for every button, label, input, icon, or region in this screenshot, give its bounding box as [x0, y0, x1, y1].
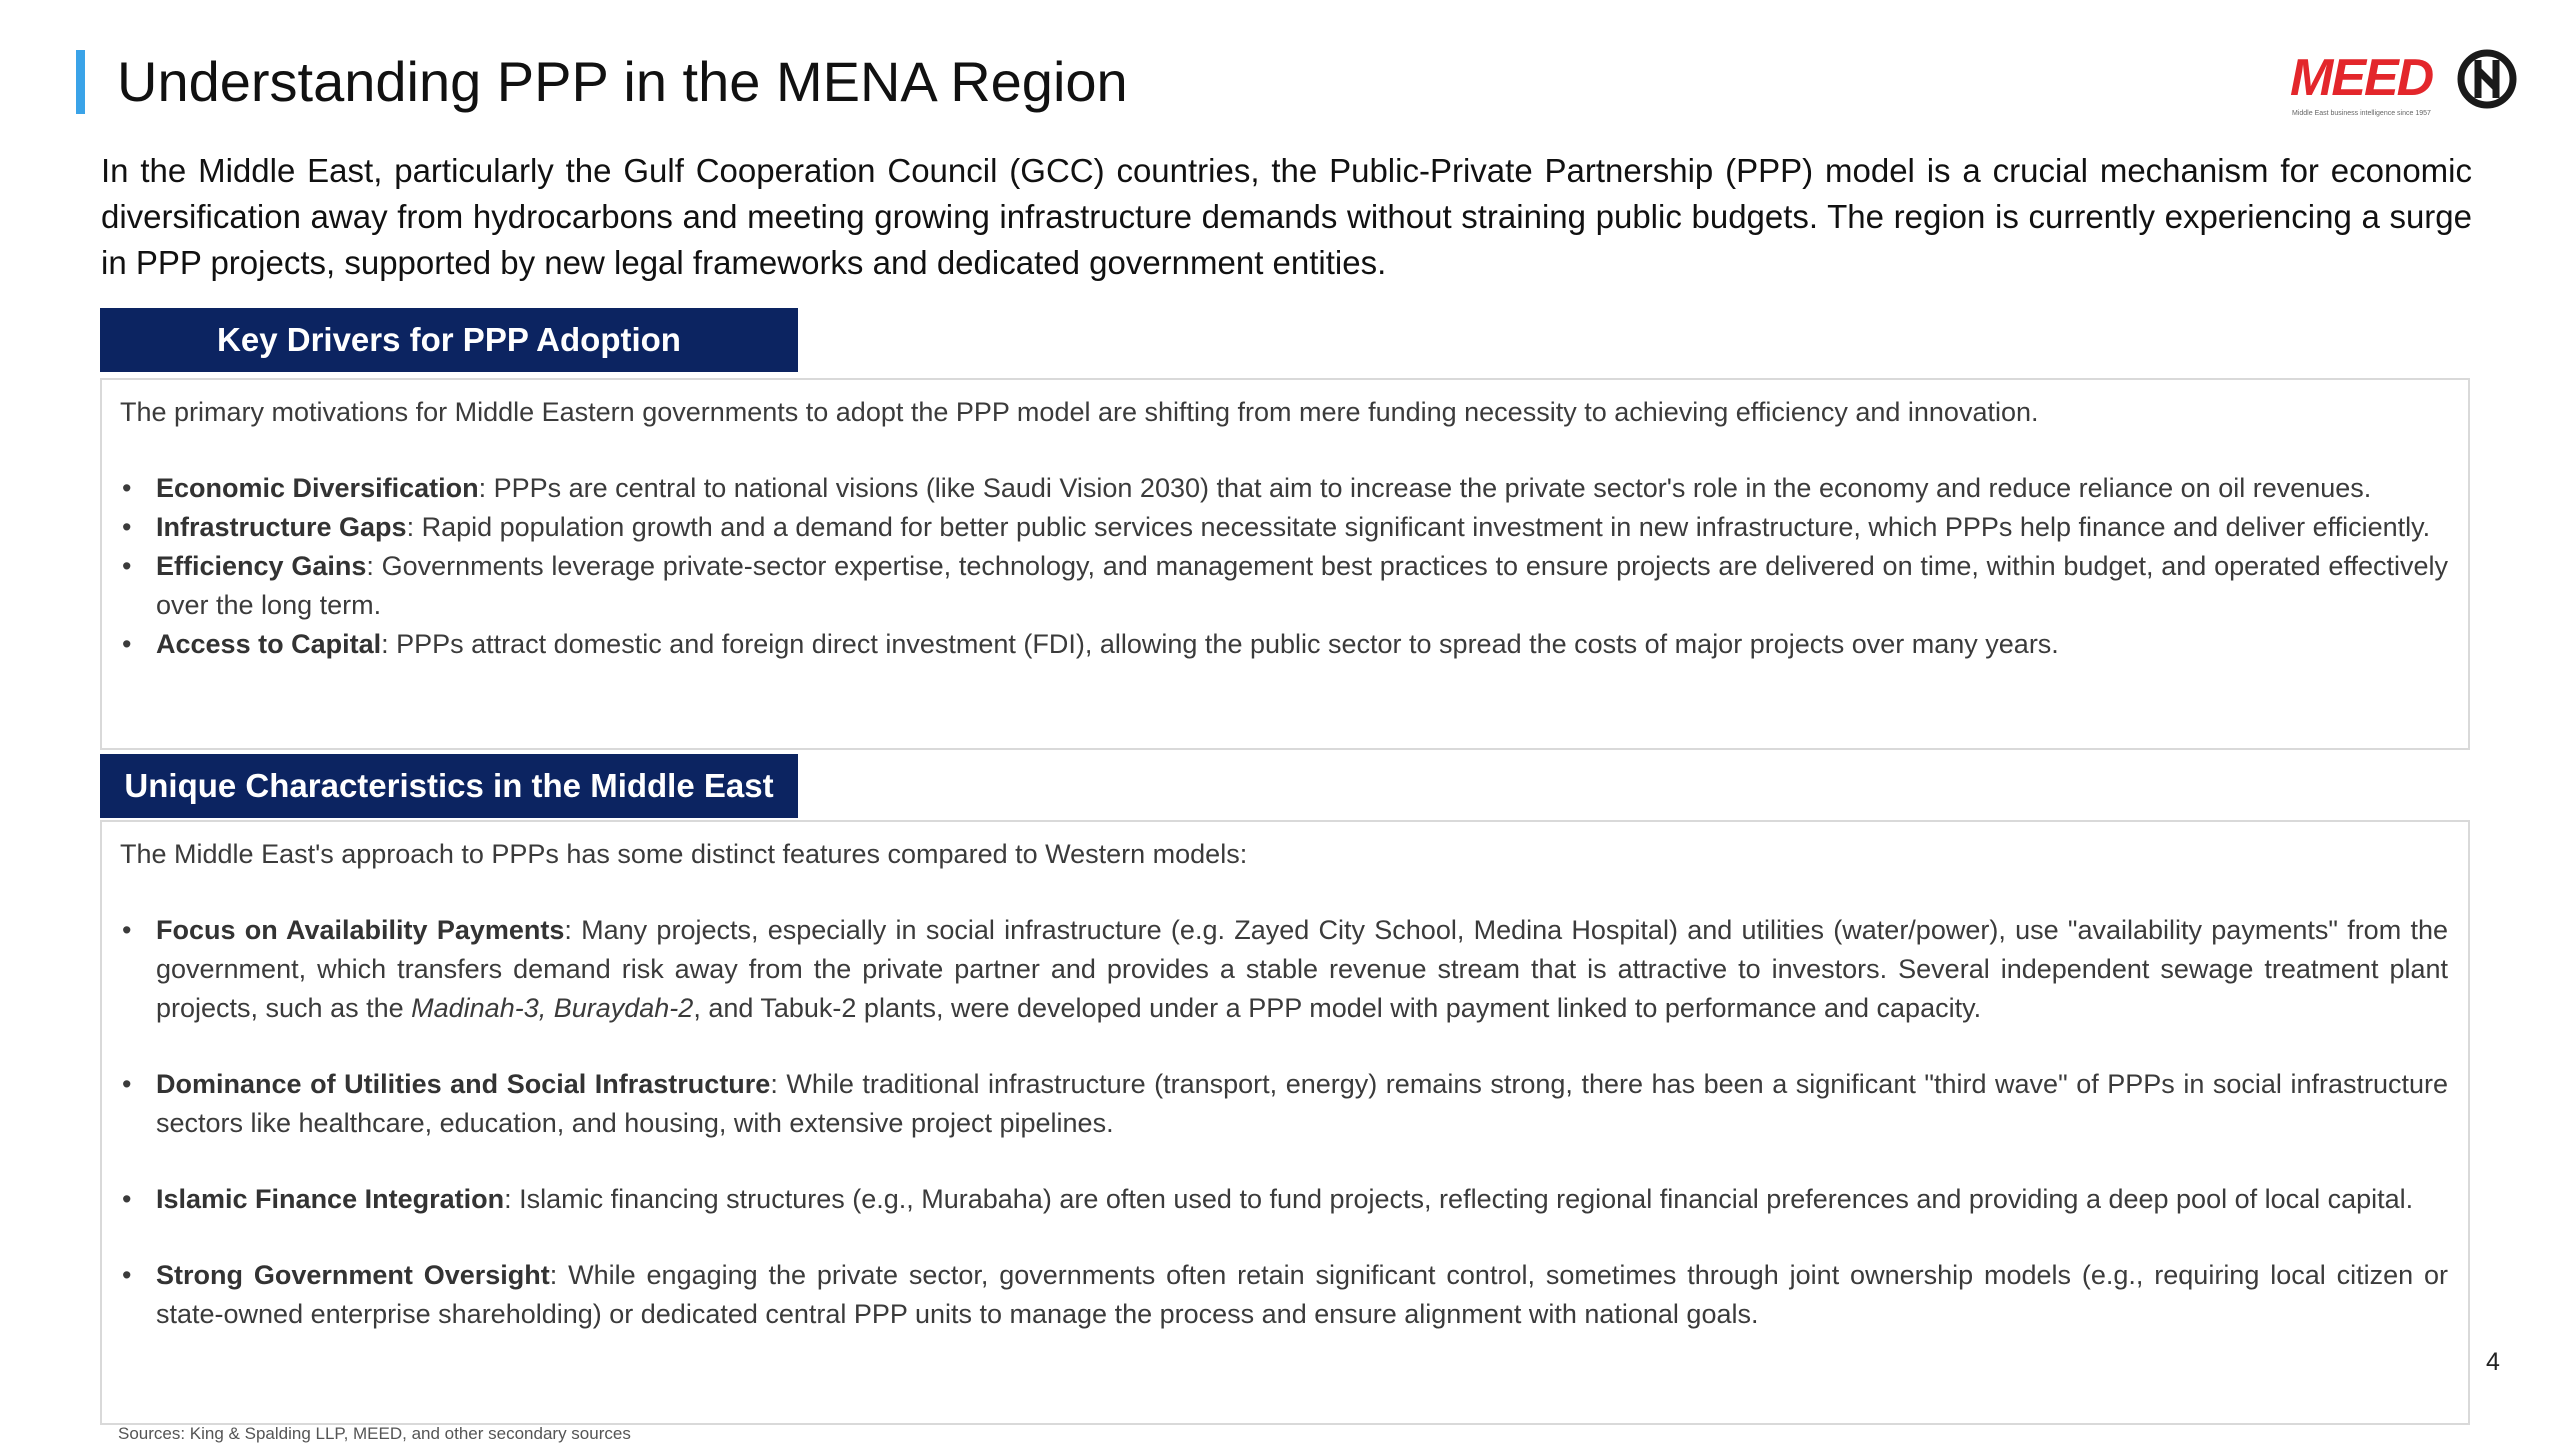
item-term: Efficiency Gains [156, 551, 367, 581]
item-term: Economic Diversification [156, 473, 479, 503]
item-term: Strong Government Oversight [156, 1260, 550, 1290]
item-text: : Rapid population growth and a demand for better public services necessitate significant investment in new infrastructure, which PPPs help finance and deliver efficiently. [406, 512, 2431, 542]
list-item [120, 911, 2448, 1028]
unique-panel [100, 820, 2470, 1425]
item-text: : Governments leverage private-sector expertise, technology, and management best practices to ensure projects are delivered on time, within budget, and operated effectively over the long term. [156, 551, 2448, 620]
item-term: Focus on Availability Payments [156, 915, 565, 945]
item-term: Dominance of Utilities and Social Infrastructure [156, 1069, 771, 1099]
list-item [120, 508, 2448, 547]
item-italic-text: Madinah-3, Buraydah-2 [411, 993, 694, 1023]
item-text: : PPPs are central to national visions (like Saudi Vision 2030) that aim to increase the private sector's role in the economy and reduce reliance on oil revenues. [478, 473, 2372, 503]
item-text: : Many projects, especially in social infrastructure (e.g. Zayed City School, Medina Hospital) and utilities (water/power), use "availability payments" from the government, which transfers demand risk away from the private partner and provides a stable revenue stream that is attractive to investors. Several independent sewage treatment plant projects, such as the [156, 915, 2448, 1023]
list-item [120, 469, 2448, 508]
bullet-icon: • [122, 1260, 132, 1290]
drivers-lead: The primary motivations for Middle Eastern governments to adopt the PPP model are shifting from mere funding necessity to achieving efficiency and innovation. [120, 397, 2039, 427]
item-text: : PPPs attract domestic and foreign direct investment (FDI), allowing the public sector to spread the costs of major projects over many years. [381, 629, 2059, 659]
item-text: , and Tabuk-2 plants, were developed under a PPP model with payment linked to performance and capacity. [693, 993, 1982, 1023]
bullet-icon: • [122, 915, 132, 945]
page-title: Understanding PPP in the MENA Region [117, 50, 1128, 113]
item-term: Islamic Finance Integration [156, 1184, 505, 1214]
meed-logo [2290, 46, 2520, 126]
logo-emblem-icon [2456, 48, 2518, 110]
item-text: : While engaging the private sector, governments often retain significant control, sometimes through joint ownership models (e.g., requiring local citizen or state-owned enterprise shareholding) or dedicated central PPP units to manage the process and ensure alignment with national goals. [156, 1260, 2449, 1329]
item-text: : While traditional infrastructure (transport, energy) remains strong, there has been a significant "third wave" of PPPs in social infrastructure sectors like healthcare, education, and housing, with extensive project pipelines. [156, 1069, 2448, 1138]
list-item [120, 547, 2448, 625]
unique-list [120, 911, 2448, 1334]
item-term: Access to Capital [156, 629, 382, 659]
list-item [120, 1180, 2448, 1219]
drivers-heading: Key Drivers for PPP Adoption [100, 308, 798, 372]
sources-note: Sources: King & Spalding LLP, MEED, and other secondary sources [118, 1424, 631, 1443]
drivers-panel [100, 378, 2470, 750]
logo-wordmark: MEED [2290, 49, 2433, 107]
page-number: 4 [2486, 1348, 2500, 1376]
logo-tagline: Middle East business intelligence since 1957 [2292, 110, 2431, 117]
unique-lead: The Middle East's approach to PPPs has some distinct features compared to Western models: [120, 839, 1248, 869]
item-term: Infrastructure Gaps [156, 512, 407, 542]
unique-heading: Unique Characteristics in the Middle East [100, 754, 798, 818]
drivers-list [120, 469, 2448, 664]
list-item [120, 1065, 2448, 1143]
bullet-icon: • [122, 1184, 132, 1214]
bullet-icon: • [122, 512, 132, 542]
bullet-icon: • [122, 629, 132, 659]
bullet-icon: • [122, 1069, 132, 1099]
item-text: : Islamic financing structures (e.g., Murabaha) are often used to fund projects, reflecting regional financial preferences and providing a deep pool of local capital. [504, 1184, 2414, 1214]
intro-paragraph: In the Middle East, particularly the Gulf Cooperation Council (GCC) countries, the Public-Private Partnership (PPP) model is a crucial mechanism for economic diversification away from hydrocarbons and meeting growing infrastructure demands without straining public budgets. The region is currently experiencing a surge in PPP projects, supported by new legal frameworks and dedicated government entities. [101, 152, 2472, 281]
list-item [120, 625, 2448, 664]
list-item [120, 1256, 2448, 1334]
bullet-icon: • [122, 473, 132, 503]
bullet-icon: • [122, 551, 132, 581]
title-accent-bar [76, 50, 85, 114]
